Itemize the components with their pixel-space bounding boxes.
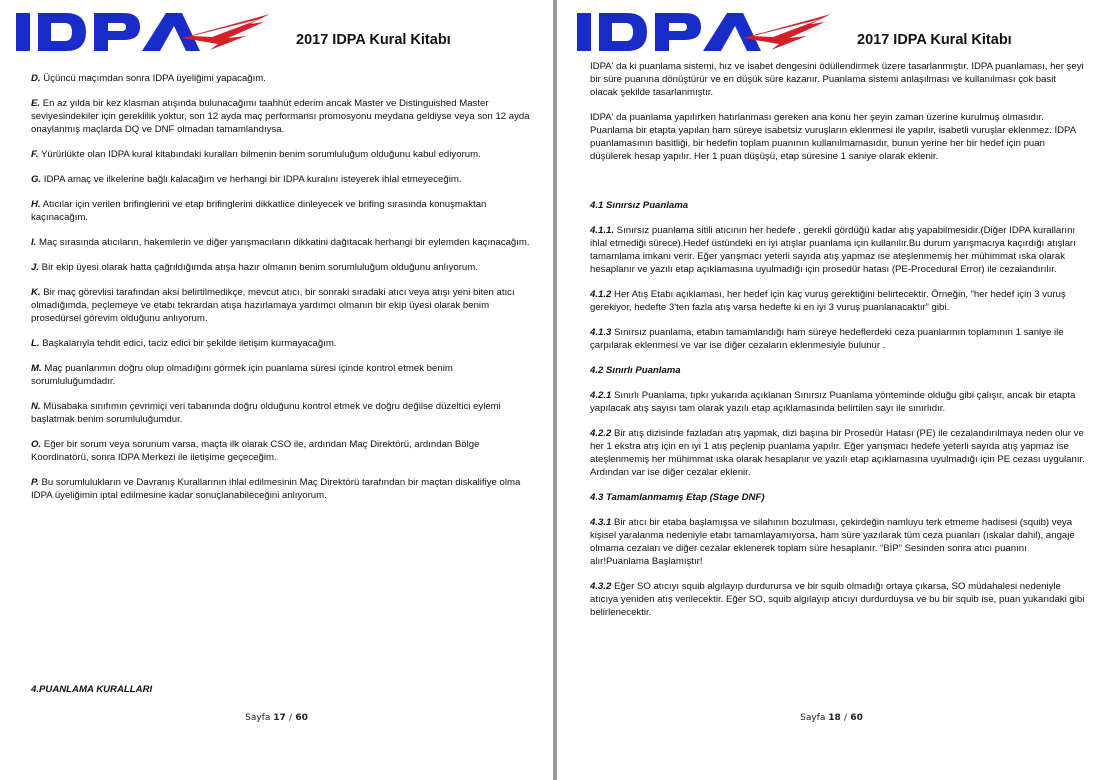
document-title: 2017 IDPA Kural Kitabı — [296, 32, 451, 48]
section-heading-4-2: 4.2 Sınırlı Puanlama — [590, 365, 681, 376]
rule-item-i: I. Maç sırasında atıcıların, hakemlerin ve diğer yarışmacıların dikkatini dağıtacak herhangi bir eylemden kaçınacağım. — [31, 237, 530, 248]
rule-4-3-2: 4.3.2 Eğer SO atıcıyı squib algılayıp durdurursa ve bir squib olmadığı ortaya çıkarsa, SO müdahalesi nedeniyle atıcıya yeniden atış verilecektir. Eğer SO, squib algılayıp atıcıyı durdurduysa ve bu bir squib ise, puan yukarıdaki gibi belirlenecektir. — [590, 581, 1085, 618]
rule-item-p: P. Bu sorumlulukların ve Davranış Kurallarının ihlal edilmesinin Maç Direktörü tarafından bir maçtan diskalifiye olma IDPA üyeliğimin iptal edilmesine kadar sonuçlanabileceğini anlıyorum. — [31, 477, 521, 501]
section-heading-4-1: 4.1 Sınırsız Puanlama — [590, 200, 689, 211]
rule-4-1-2: 4.1.2 Her Atış Etabı açıklaması, her hedef için kaç vuruş gerektiğini belirtecektir. Örneğin, “her hedef için 3 vuruş gerekiyor, hedefte 3'ten fazla atış varsa hedefte ki en iyi 3 vuruş puanlanacaktır” gibi. — [590, 289, 1066, 313]
page-body — [590, 60, 1086, 631]
page-footer: Sayfa 18 / 60 — [800, 713, 863, 723]
document-title: 2017 IDPA Kural Kitabı — [857, 32, 1012, 48]
rule-4-1-3: 4.1.3 Sınırsız puanlama, etabın tamamlandığı ham süreye hedeflerdeki ceza puanlarının toplamının 1 saniye ile çarpılarak eklenmesi ve var ise diğer cezaların eklenmesiyle bulunur . — [590, 327, 1064, 351]
rule-item-e: E. En az yılda bir kez klasman atışında bulunacağımı taahhüt ederim ancak Master ve Distinguished Master seviyesindekiler için gereklilik yoktur, son 12 ayda maç performansı promosyonu meydana geldiyse veya son 12 ayda onaylanmış maçlarda DQ ve DNF olmadan tamamlandıysa. — [31, 98, 530, 135]
chapter-heading: 4.PUANLAMA KURALLARI — [31, 684, 153, 695]
rule-4-2-1: 4.2.1 Sınırlı Puanlama, tıpkı yukarıda açıklanan Sınırsız Puanlama yönteminde olduğu gibi çalışır, ancak bir etapta yapılacak atış sayısı tam olarak yazılı etap açıklamasında belirtilen sayı ile sınırlıdır. — [590, 390, 1076, 414]
page-number: 17 — [273, 713, 286, 723]
rule-item-h: H. Atıcılar için verilen brifinglerini ve etap brifinglerini dikkatlice dinleyecek ve brifing sırasında konuşmaktan kaçınacağım. — [31, 199, 487, 223]
rule-4-1-1: 4.1.1. Sınırsız puanlama sitili atıcının her hedefe , gerekli gördüğü kadar atış yapabilmesidir.(Diğer IDPA kurallarını ihlal etmediği sürece).Hedef üstündeki en iyi atışlar puanlama için kullanılır.Bu durum yarışmacıya kaçırdığı atışları tamamlama imkanı verir. Eğer yarışmacı yeterli sayıda atış yapmaz ise ateşlenmemiş her mühimmat ıska olarak hesaplanır ve yazılı etap açıklamasına uyulmadığı için prosedür hatası (PE-Procedural Error) ile cezalandırılır. — [590, 225, 1076, 275]
rule-4-2-2: 4.2.2 Bir atış dizisinde fazladan atış yapmak, dizi başına bir Prosedür Hatası (PE) ile cezalandırılmaya neden olur ve her 1 ekstra atış için en iyi 1 atış peçlenip puanlama yapılır. Eğer yarışmacı hedefe yeterli sayıda atış yapmaz ise ateşlenmemiş her mühimmat ıska olarak hesaplanır ve yazılı etap açıklamasına uyulmadığı için PE cezası uygulanır. Ardından var ise diğer cezalar eklenir. — [590, 428, 1085, 478]
page-total: 60 — [295, 713, 308, 723]
intro-paragraph: IDPA' da ki puanlama sistemi, hız ve isabet dengesini ödüllendirmek üzere tasarlanmıştır. IDPA puanlaması, her şeyi bir süre puanına dönüştürür ve en düşük süre kazanır. Puanlama sistemi anlaşılması ve kullanılması çok basit olacak şekilde tasarlanmıştır. — [590, 61, 1084, 98]
rule-item-m: M. Maç puanlarımın doğru olup olmadığını görmek için puanlama süresi içinde kontrol etmek benim sorumluluğumdadır. — [31, 363, 453, 387]
idpa-logo — [575, 10, 833, 54]
page-footer: Sayfa 17 / 60 — [245, 713, 308, 723]
rule-item-j: J. Bir ekip üyesi olarak hatta çağrıldığımda atışa hazır olmanın benim sorumluluğum olduğunu anlıyorum. — [31, 262, 478, 273]
rule-item-n: N. Müsabaka sınıfımın çevrimiçi veri tabanında doğru olduğunu kontrol etmek ve doğru değilse düzeltici eylemi başlatmak benim sorumluluğumdur. — [31, 401, 501, 425]
rule-item-g: G. IDPA amaç ve ilkelerine bağlı kalacağım ve herhangi bir IDPA kuralını isteyerek ihlal etmeyeceğim. — [31, 174, 462, 185]
idpa-logo — [14, 10, 272, 54]
page-body — [31, 72, 533, 514]
section-heading-4-3: 4.3 Tamamlanmamış Etap (Stage DNF) — [590, 492, 765, 503]
intro-paragraph: IDPA' da puanlama yapılırken hatırlanması gereken ana konu her şeyin zaman üzerine kurulmuş olmasıdır. Puanlama bir etapta yapılan ham süreye isabetsiz vuruşların eklenmesi ile yapılır, isabetli vuruşlar eklenmez. IDPA puanlamasının basitliği, bir hedefin toplam puanının kullanılmamasıdır, bunun yerine her bir hedef için puan düşülerek hesap yapılır. Her 1 puan düşüşü, etap süresine 1 saniye olarak eklenir. — [590, 112, 1076, 162]
page-number: 18 — [828, 713, 841, 723]
rule-4-3-1: 4.3.1 Bir atıcı bir etaba başlamışsa ve silahının bozulması, çekirdeğin namluyu terk etmeme hadisesi (squib) veya kişisel yaralanma nedeniyle etabı tamamlayamıyorsa, ham süre yazılarak tüm ceza puanları (ıskalar dahil), angaje olmama cezaları ve diğer cezalar eklenerek toplam süre hesaplanır. “BİP” Sesinden sonra atıcı puanını alır!Puanlama Başlamıştır! — [590, 517, 1075, 567]
rule-item-l: L. Başkalarıyla tehdit edici, taciz edici bir şekilde iletişim kurmayacağım. — [31, 338, 337, 349]
rule-item-d: D. Üçüncü maçımdan sonra IDPA üyeliğimi yapacağım. — [31, 73, 266, 84]
document-page-18 — [557, 0, 1106, 780]
page-total: 60 — [850, 713, 863, 723]
rule-item-f: F. Yürürlükte olan IDPA kural kitabındaki kuralları bilmenin benim sorumluluğum olduğunu kabul ediyorum. — [31, 149, 481, 160]
rule-item-k: K. Bir maç görevlisi tarafından aksi belirtilmedikçe, mevcut atıcı, bir sonraki sıradaki atıcı veya atışı yeni biten atıcı olmadığımda, peçlemeye ve etabı tekrardan atışa hazırlamaya yardımcı olmanın bir ekip üyesi olarak benim prosedürsel görevim olduğunu anlıyorum. — [31, 287, 515, 324]
rule-item-o: O. Eğer bir sorum veya sorunum varsa, maçta ilk olarak CSO ile, ardından Maç Direktörü, ardından Bölge Koordinatörü, sonra IDPA Merkezi ile iletişime geçeceğim. — [31, 439, 480, 463]
